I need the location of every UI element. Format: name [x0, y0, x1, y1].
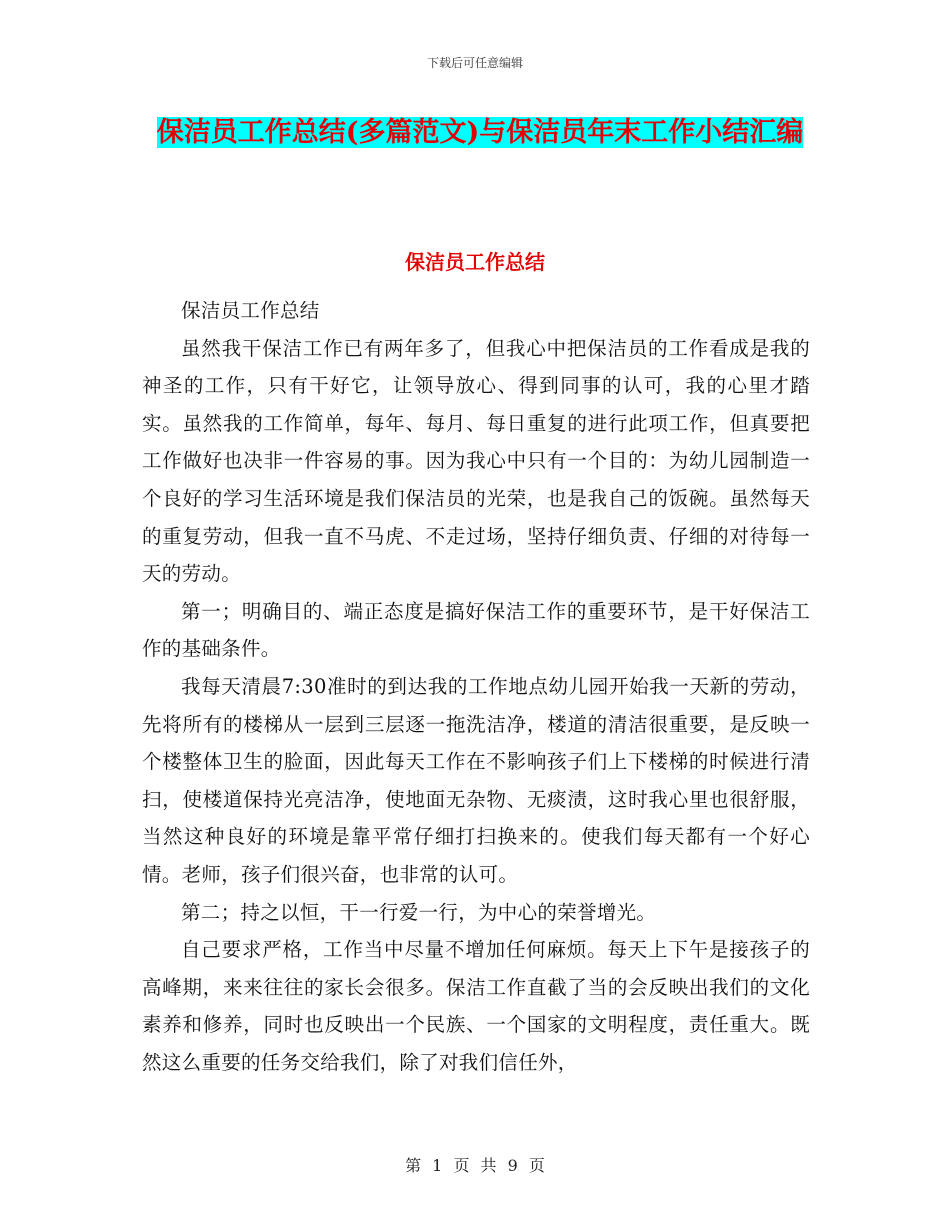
paragraph: 我每天清晨7:30准时的到达我的工作地点幼儿园开始我一天新的劳动，先将所有的楼梯从一层到三层逐一拖洗洁净，楼道的清洁很重要，是反映一个楼整体卫生的脸面，因此每天工作在不影响孩子们上下楼梯的时候进行清扫，使楼道保持光亮洁净，使地面无杂物、无痰渍，这时我心里也很舒服，当然这种良好的环境是靠平常仔细打扫换来的。使我们每天都有一个好心情。老师，孩子们很兴奋，也非常的认可。 — [142, 674, 810, 886]
section-heading: 保洁员工作总结 — [405, 250, 545, 274]
paragraph: 第一；明确目的、端正态度是搞好保洁工作的重要环节，是干好保洁工作的基础条件。 — [142, 599, 810, 661]
document-title-text: 保洁员工作总结(多篇范文)与保洁员年末工作小结汇编 — [156, 117, 804, 148]
paragraph: 保洁员工作总结 — [181, 299, 320, 322]
paragraph: 第二；持之以恒，干一行爱一行，为中心的荣誉增光。 — [181, 900, 657, 924]
page-footer: 第 1 页 共 9 页 — [405, 1156, 545, 1175]
header-note: 下载后可任意编辑 — [426, 56, 523, 70]
body-text — [142, 292, 810, 1081]
paragraph: 虽然我干保洁工作已有两年多了，但我心中把保洁员的工作看成是我的神圣的工作，只有干好它，让领导放心、得到同事的认可，我的心里才踏实。虽然我的工作简单，每年、每月、每日重复的进行此项工作，但真要把工作做好也决非一件容易的事。因为我心中只有一个目的：为幼儿园制造一个良好的学习生活环境是我们保洁员的光荣，也是我自己的饭碗。虽然每天的重复劳动，但我一直不马虎、不走过场，坚持仔细负责、仔细的对待每一天的劳动。 — [142, 336, 810, 586]
paragraph: 自己要求严格，工作当中尽量不增加任何麻烦。每天上下午是接孩子的高峰期，来来往往的家长会很多。保洁工作直截了当的会反映出我们的文化素养和修养，同时也反映出一个民族、一个国家的文明程度，责任重大。既然这么重要的任务交给我们，除了对我们信任外， — [142, 938, 810, 1074]
document-title — [150, 108, 810, 158]
